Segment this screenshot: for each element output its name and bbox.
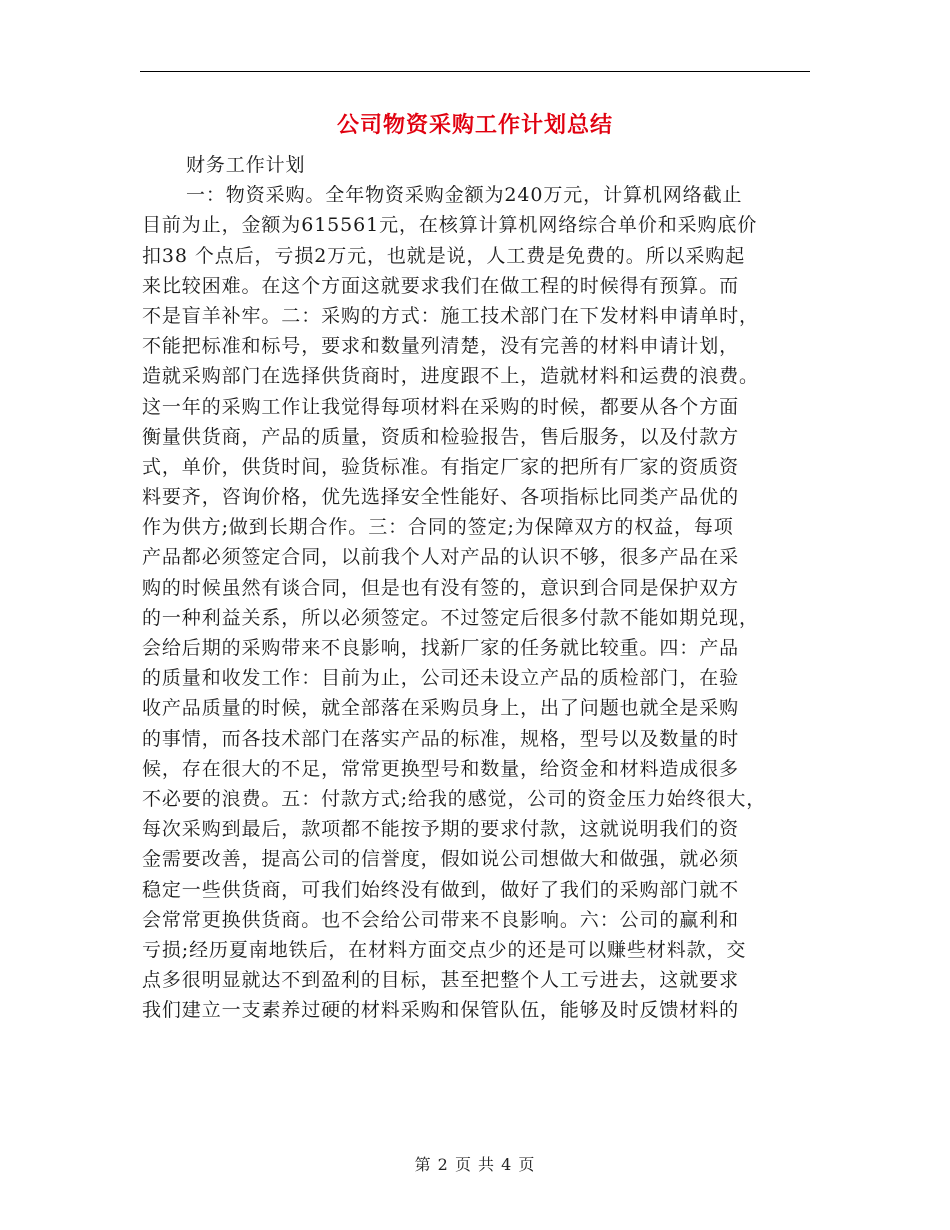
paragraph-line: 购的时候虽然有谈合同，但是也有没有签的，意识到合同是保护双方: [142, 576, 740, 599]
header-rule: [140, 71, 810, 72]
paragraph-line: 收产品质量的时候，就全部落在采购员身上，出了问题也就全是采购: [142, 697, 740, 720]
paragraph-line: 点多很明显就达不到盈利的目标，甚至把整个人工亏进去，这就要求: [142, 969, 740, 992]
paragraph-line: 产品都必须签定合同，以前我个人对产品的认识不够，很多产品在采: [142, 546, 740, 569]
paragraph-line: 料要齐，咨询价格，优先选择安全性能好、各项指标比同类产品优的: [142, 486, 740, 509]
paragraph-line: 不能把标准和标号，要求和数量列清楚，没有完善的材料申请计划，: [142, 335, 740, 358]
paragraph-line: 金需要改善，提高公司的信誉度，假如说公司想做大和做强，就必须: [142, 848, 740, 871]
paragraph-line: 目前为止，金额为615561元，在核算计算机网络综合单价和采购底价: [142, 214, 758, 237]
paragraph-line: 衡量供货商，产品的质量，资质和检验报告，售后服务，以及付款方: [142, 425, 740, 448]
paragraph-line: 财务工作计划: [186, 154, 306, 176]
page-number: 第 2 页 共 4 页: [414, 1155, 536, 1174]
paragraph-line: 来比较困难。在这个方面这就要求我们在做工程的时候得有预算。而: [142, 274, 740, 297]
paragraph-line: 不是盲羊补牢。二：采购的方式：施工技术部门在下发材料申请单时，: [142, 304, 759, 327]
paragraph-line: 的事情，而各技术部门在落实产品的标准，规格，型号以及数量的时: [142, 727, 740, 750]
paragraph-line: 扣38 个点后，亏损2万元，也就是说，人工费是免费的。所以采购起: [142, 244, 746, 267]
document-title: 公司物资采购工作计划总结: [336, 112, 613, 138]
paragraph-line: 候，存在很大的不足，常常更换型号和数量，给资金和材料造成很多: [142, 757, 740, 780]
paragraph-line: 每次采购到最后，款项都不能按予期的要求付款，这就说明我们的资: [142, 818, 740, 841]
paragraph-line: 稳定一些供货商，可我们始终没有做到，做好了我们的采购部门就不: [142, 878, 740, 901]
paragraph-line: 亏损;经历夏南地铁后，在材料方面交点少的还是可以赚些材料款，交: [142, 938, 747, 961]
paragraph-line: 造就采购部门在选择供货商时，进度跟不上，造就材料和运费的浪费。: [142, 365, 759, 388]
paragraph-line: 不必要的浪费。五：付款方式;给我的感觉，公司的资金压力始终很大，: [142, 787, 767, 810]
paragraph-line: 会常常更换供货商。也不会给公司带来不良影响。六：公司的赢利和: [142, 908, 740, 931]
paragraph-line: 我们建立一支素养过硬的材料采购和保管队伍，能够及时反馈材料的: [142, 999, 740, 1022]
paragraph-line: 式，单价，供货时间，验货标准。有指定厂家的把所有厂家的资质资: [142, 455, 740, 478]
paragraph-line: 会给后期的采购带来不良影响，找新厂家的任务就比较重。四：产品: [142, 637, 740, 659]
paragraph-line: 一：物资采购。全年物资采购金额为240万元，计算机网络截止: [186, 184, 743, 207]
paragraph-line: 的质量和收发工作：目前为止，公司还未设立产品的质检部门，在验: [142, 667, 740, 690]
paragraph-line: 这一年的采购工作让我觉得每项材料在采购的时候，都要从各个方面: [142, 395, 740, 418]
paragraph-line: 作为供方;做到长期合作。三：合同的签定;为保障双方的权益，每项: [142, 516, 734, 539]
document-body: [142, 150, 814, 1025]
paragraph-line: 的一种利益关系，所以必须签定。不过签定后很多付款不能如期兑现，: [142, 606, 759, 629]
